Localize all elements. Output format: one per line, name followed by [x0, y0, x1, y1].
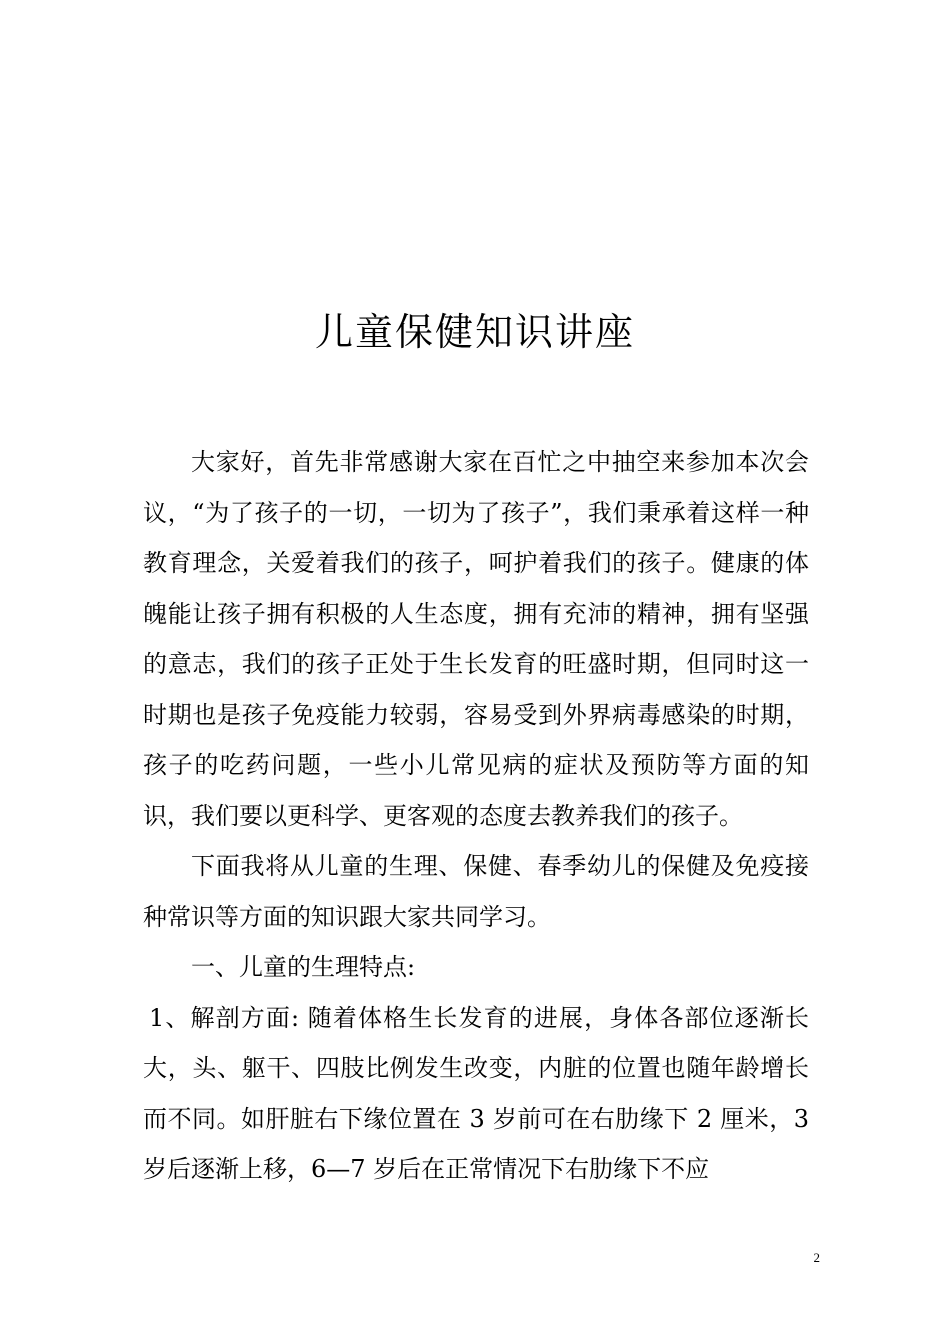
document-body	[143, 437, 809, 1195]
document-title: 儿童保健知识讲座	[314, 310, 635, 354]
paragraph-intro: 大家好，首先非常感谢大家在百忙之中抽空来参加本次会议，“为了孩子的一切，一切为了孩子”，我们秉承着这样一种教育理念，关爱着我们的孩子，呵护着我们的孩子。健康的体魄能让孩子拥有积极的人生态度，拥有充沛的精神，拥有坚强的意志，我们的孩子正处于生长发育的旺盛时期，但同时这一时期也是孩子免疫能力较弱，容易受到外界病毒感染的时期，孩子的吃药问题，一些小儿常见病的症状及预防等方面的知识，我们要以更科学、更客观的态度去教养我们的孩子。	[143, 448, 809, 830]
page-number: 2	[813, 1250, 820, 1265]
paragraph-anatomy: 1、解剖方面: 随着体格生长发育的进展，身体各部位逐渐长大，头、躯干、四肢比例发生改变，内脏的位置也随年龄增长而不同。如肝脏右下缘位置在 3 岁前可在右肋缘下 2 厘米，3 岁后逐渐上移，6—7 岁后在正常情况下右肋缘下不应	[143, 1003, 809, 1183]
section-heading-physiology: 一、儿童的生理特点:	[191, 953, 416, 981]
paragraph-outline: 下面我将从儿童的生理、保健、春季幼儿的保健及免疫接种常识等方面的知识跟大家共同学习。	[143, 852, 809, 931]
